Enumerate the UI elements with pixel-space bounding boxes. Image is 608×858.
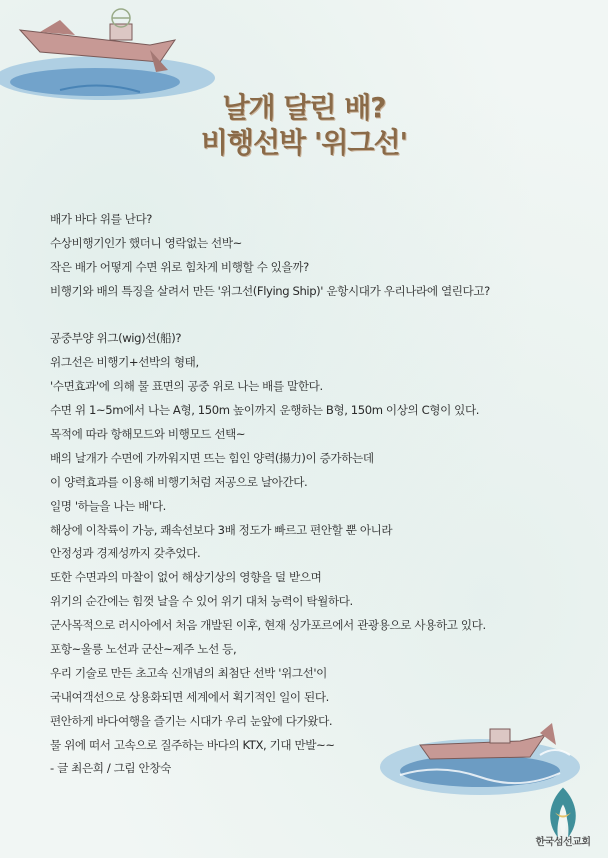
author-credit: - 글 최은희 / 그림 안창숙 [50,761,171,776]
text-line: 또한 수면과의 마찰이 없어 해상기상의 영향을 덜 받으며 [50,570,322,585]
text-line: 공중부양 위그(wig)선(船)? [50,331,182,346]
logo-label: 한국섬선교회 [535,837,591,848]
text-line: 일명 '하늘을 나는 배'다. [50,498,166,513]
text-line: 편안하게 바다여행을 즐기는 시대가 우리 눈앞에 다가왔다. [50,713,333,728]
text-line: 수상비행기인가 했더니 영락없는 선박~ [50,235,242,250]
article-body [50,208,580,781]
text-line: 위그선은 비행기+선박의 형태, [50,355,199,370]
page-title: 날개 달린 배? [222,91,386,124]
text-line: 해상에 이착륙이 가능, 쾌속선보다 3배 정도가 빠르고 편안할 뿐 아니라 [50,522,393,537]
paragraph-spacer [50,304,580,328]
page-subtitle: 비행선박 '위그선' [200,126,408,159]
text-line: 작은 배가 어떻게 수면 위로 힘차게 비행할 수 있을까? [50,259,309,274]
text-line: 물 위에 떠서 고속으로 질주하는 바다의 KTX, 기대 만발~~ [50,737,335,752]
text-line: 목적에 따라 항해모드와 비행모드 선택~ [50,427,246,442]
text-line: '수면효과'에 의해 물 표면의 공중 위로 나는 배를 말한다. [50,379,323,394]
text-line: 수면 위 1~5m에서 나는 A형, 150m 높이까지 운행하는 B형, 150m 이상의 C형이 있다. [50,403,480,418]
text-line: 국내여객선으로 상용화되면 세계에서 획기적인 일이 된다. [50,689,329,704]
text-line: 비행기와 배의 특징을 살려서 만든 '위그선(Flying Ship)' 운항시대가 우리나라에 열린다고? [50,283,490,298]
text-line: 이 양력효과를 이용해 비행기처럼 저공으로 날아간다. [50,474,308,489]
text-line: 배의 날개가 수면에 가까워지면 뜨는 힘인 양력(揚力)이 증가하는데 [50,450,374,465]
text-line: 우리 기술로 만든 초고속 신개념의 최첨단 선박 '위그선'이 [50,665,327,680]
text-line: 배가 바다 위를 난다? [50,212,153,226]
text-line: 군사목적으로 러시아에서 처음 개발된 이후, 현재 싱가포르에서 관광용으로 사용하고 있다. [50,618,486,633]
text-line: 포항~울릉 노선과 군산~제주 노선 등, [50,642,237,657]
text-line: 위기의 순간에는 힘껏 날을 수 있어 위기 대처 능력이 탁월하다. [50,594,353,609]
text-line: 안정성과 경제성까지 갖추었다. [50,546,201,561]
